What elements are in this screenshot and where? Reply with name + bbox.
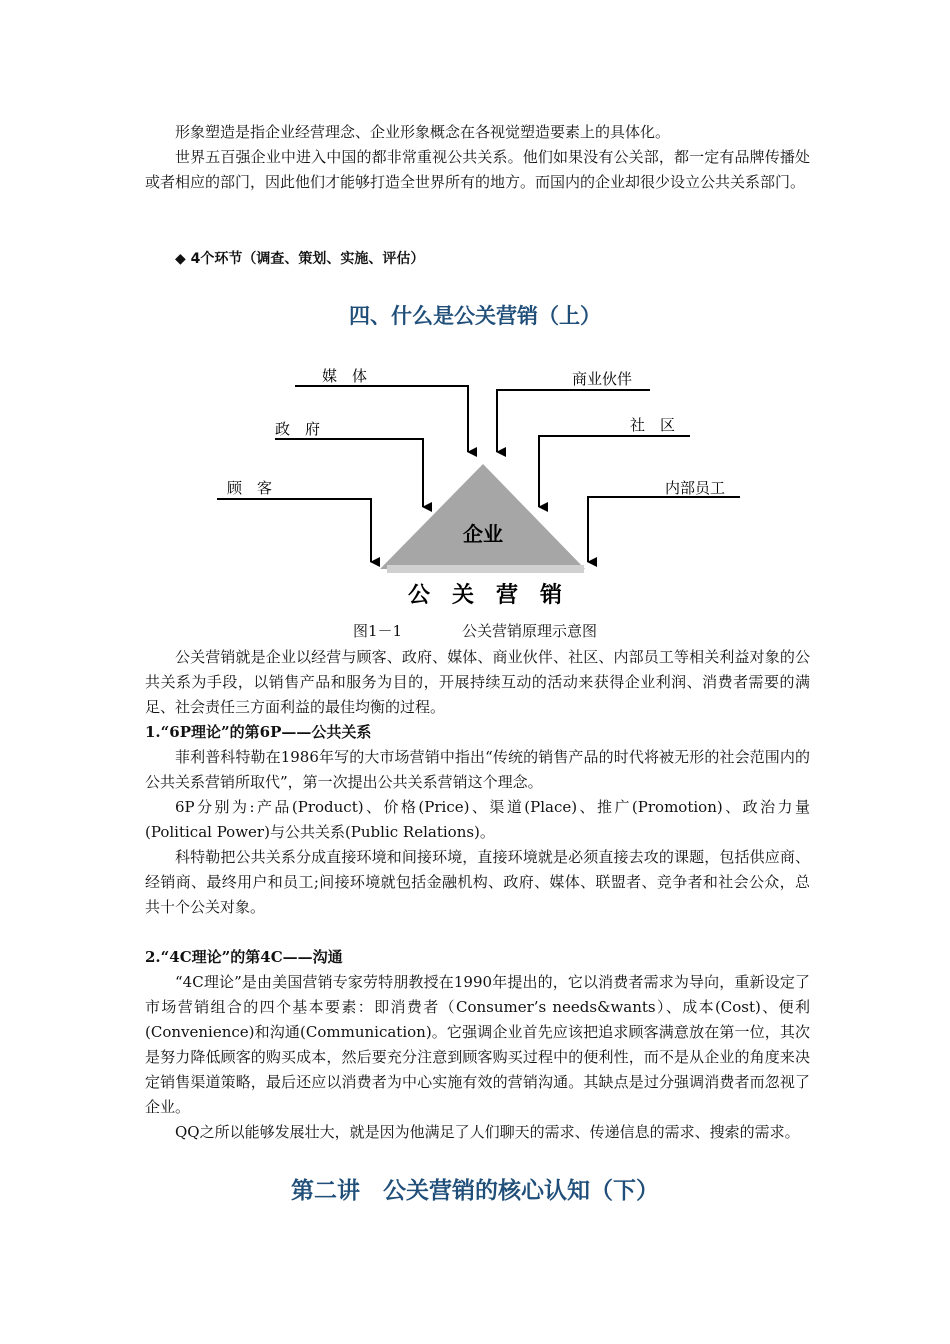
enterprise-label: 企业 xyxy=(463,522,503,546)
subheading-4c: 2.“4C理论”的第4C——沟通 xyxy=(145,948,343,966)
section-heading: 四、什么是公关营销（上） xyxy=(349,304,601,328)
paragraph: 科特勒把公共关系分成直接环境和间接环境，直接环境就是必须直接去攻的课题，包括供应商、经销商、最终用户和员工;间接环境就包括金融机构、政府、媒体、联盟者、竞争者和社会公众，总共十个公关对象。 xyxy=(145,848,810,916)
figure-title: 公关营销原理示意图 xyxy=(462,622,598,640)
employees-arrow xyxy=(588,497,740,562)
subheading-6p: 1.“6P理论”的第6P——公共关系 xyxy=(145,723,372,741)
enterprise-triangle xyxy=(380,464,585,569)
media-arrow xyxy=(295,386,468,452)
base-bar xyxy=(387,565,584,573)
paragraph: QQ之所以能够发展壮大，就是因为他满足了人们聊天的需求、传递信息的需求、搜索的需求。 xyxy=(175,1123,800,1141)
paragraph: “4C理论”是由美国营销专家劳特朋教授在1990年提出的，它以消费者需求为导向，重新设定了市场营销组合的四个基本要素：即消费者（Consumer’s needs&wants）、成本(Cost)、便利(Convenience)和沟通(Communication)。它强调企业首先应该把追求顾客满意放在第一位，其次是努力降低顾客的购买成本，然后要充分注意到顾客购买过程中的便利性，而不是从企业的角度来决定销售渠道策略，最后还应以消费者为中心实施有效的营销沟通。其缺点是过分强调消费者而忽视了企业。 xyxy=(145,973,810,1116)
figure-number: 图1－1 xyxy=(352,622,403,640)
customers-arrow xyxy=(217,499,371,562)
media-label: 媒 体 xyxy=(322,367,368,385)
figure-caption xyxy=(0,620,950,641)
partners-label: 商业伙伴 xyxy=(572,370,633,388)
customers-label: 顾 客 xyxy=(227,479,273,497)
pr-marketing-label: 公 关 营 销 xyxy=(407,583,563,608)
paragraph: 菲利普科特勒在1986年写的大市场营销中指出“传统的销售产品的时代将被无形的社会范围内的公共关系营销所取代”，第一次提出公共关系营销这个理念。 xyxy=(145,748,810,791)
community-label: 社 区 xyxy=(630,416,676,434)
paragraph: 世界五百强企业中进入中国的都非常重视公共关系。他们如果没有公关部，都一定有品牌传播处或者相应的部门，因此他们才能够打造全世界所有的地方。而国内的企业却很少设立公共关系部门。 xyxy=(145,148,810,191)
government-arrow xyxy=(275,439,423,507)
lecture-heading: 第二讲 公关营销的核心认知（下） xyxy=(291,1178,659,1204)
pr-marketing-diagram xyxy=(205,362,755,612)
bullet-point: ◆ 4个环节（调查、策划、实施、评估） xyxy=(175,251,425,267)
paragraph: 形象塑造是指企业经营理念、企业形象概念在各视觉塑造要素上的具体化。 xyxy=(175,123,671,141)
government-label: 政 府 xyxy=(275,420,321,438)
employees-label: 内部员工 xyxy=(665,479,726,497)
partners-arrow xyxy=(497,390,650,452)
paragraph: 公关营销就是企业以经营与顾客、政府、媒体、商业伙伴、社区、内部员工等相关利益对象的公共关系为手段，以销售产品和服务为目的，开展持续互动的活动来获得企业利润、消费者需要的满足、社会责任三方面利益的最佳均衡的过程。 xyxy=(145,648,810,716)
paragraph: 6P分别为:产品(Product)、价格(Price)、渠道(Place)、推广(Promotion)、政治力量(Political Power)与公共关系(Public Relations)。 xyxy=(145,798,810,841)
